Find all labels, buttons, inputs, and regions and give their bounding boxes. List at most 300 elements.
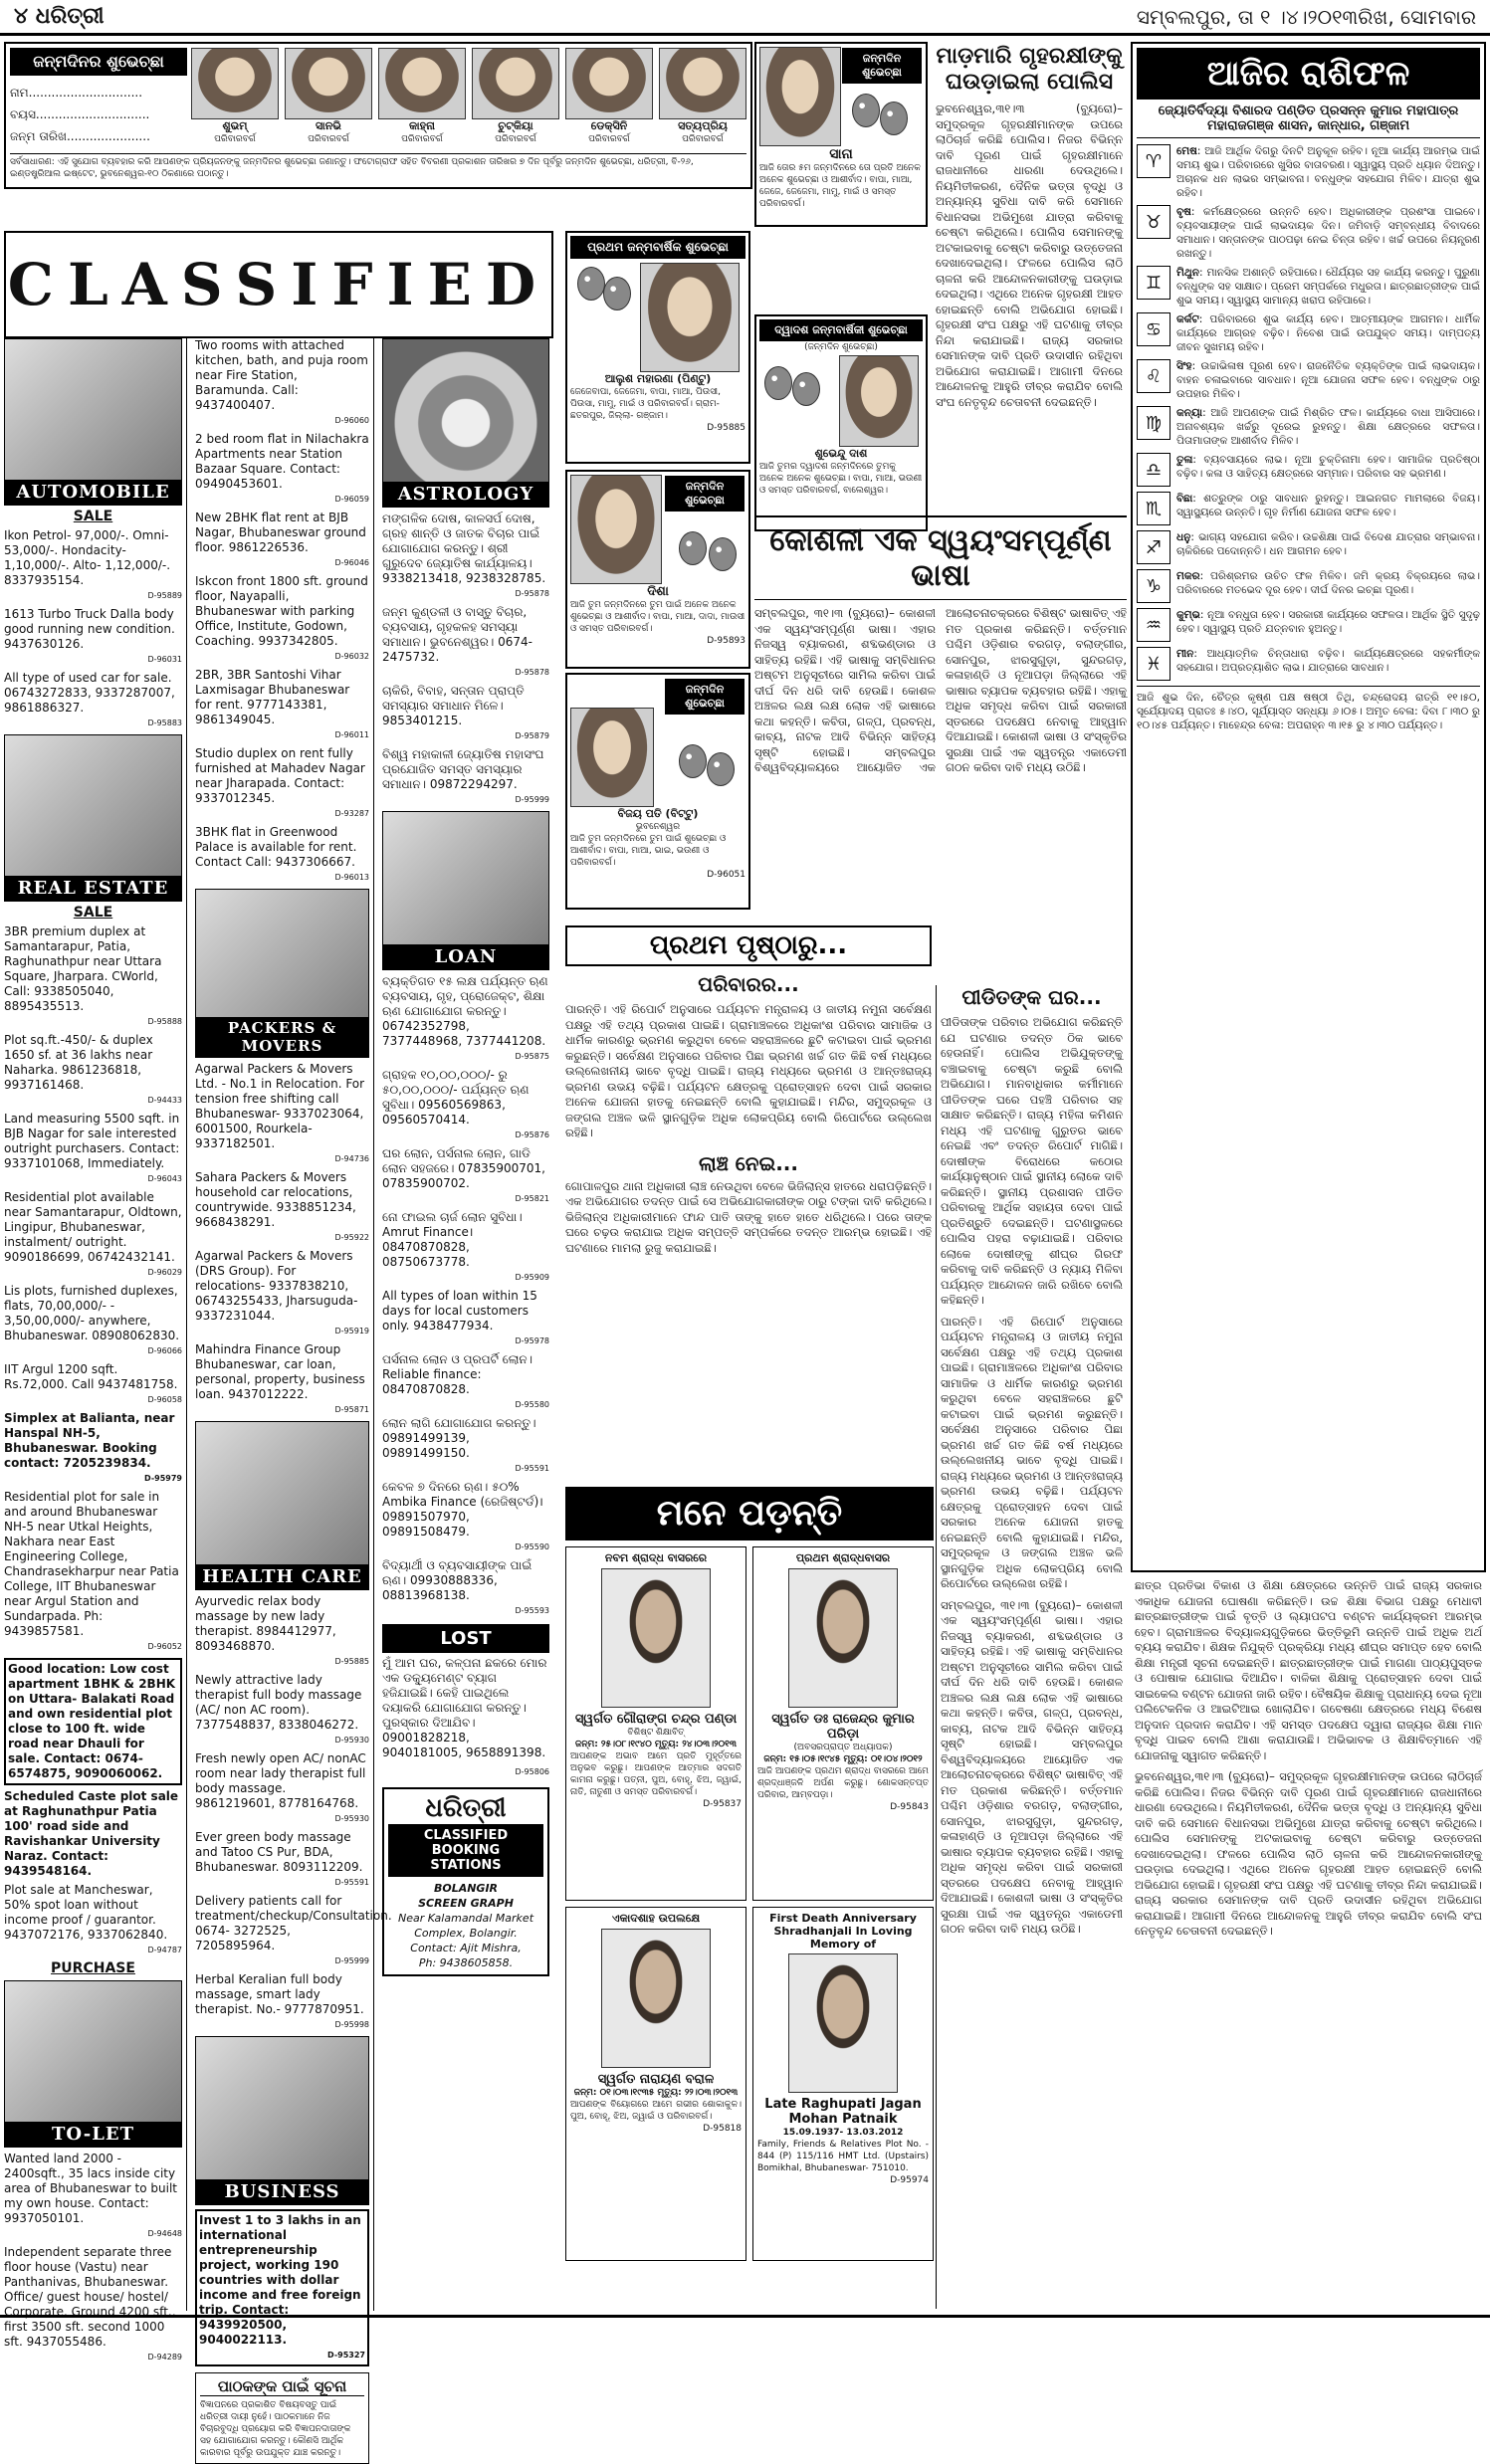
ad-text: ବ୍ୟକ୍ତିଗତ ୧୫ ଲକ୍ଷ ପର୍ଯ୍ୟନ୍ତ ଋଣ ବ୍ୟବସାୟ, ଗୃହ, ପ୍ରୋଜେକ୍ଟ, ଶିକ୍ଷା ଋଣ ଯୋଗାଯୋଗ କରନ୍ତୁ। 06742352798, 7377448968, 7377441208. <box>382 974 548 1048</box>
bijay-place: ଭୁବନେଶ୍ୱର <box>635 822 681 832</box>
memorial-text: ଆଜି ଆପଣଙ୍କ ପ୍ରଥମ ଶ୍ରାଦ୍ଧ ବାସରରେ ଆମେ ଶ୍ରଦ୍ଧାଞ୍ଜଳି ଅର୍ପଣ କରୁଛୁ। ଶୋକସନ୍ତପ୍ତ ପରିବାର, ଆମ୍ବପଡ଼ା। <box>757 1766 929 1800</box>
classified-ad <box>4 906 182 921</box>
horoscope-sign <box>1137 492 1480 525</box>
ad-code: D-96059 <box>334 495 369 504</box>
memorial-text: ଆପଣଙ୍କ ଅଭାବ ଆମେ ପ୍ରତି ମୁହୂର୍ତ୍ତରେ ଅନୁଭବ କରୁଛୁ। ଆପଣଙ୍କ ଆତ୍ମାର ସଦଗତି କାମନା କରୁଛୁ। ପତ୍ନୀ, ପୁଅ, ବୋହୂ, ଝିଅ, ଜ୍ୱାଇଁ, ନାତି, ନାତୁଣୀ ଓ ସମସ୍ତ ପରିବାରବର୍ଗ। <box>570 1751 742 1797</box>
photo-shubhendu <box>839 355 919 447</box>
sign-prediction: ମାନସିକ ଅଶାନ୍ତି ରହିପାରେ। ଧୈର୍ଯ୍ୟର ସହ କାର୍ଯ୍ୟ କରନ୍ତୁ। ପୁରୁଣା ବନ୍ଧୁଙ୍କ ସହ ସାକ୍ଷାତ। ପ୍ରେମ ସମ୍ପର୍କରେ ମଧୁରତା। ଛାତ୍ରଛାତ୍ରୀଙ୍କ ପାଇଁ ଶୁଭ ସମୟ। ସ୍ୱାସ୍ଥ୍ୟ ସାମାନ୍ୟ ଖରାପ ରହିପାରେ। <box>1176 267 1480 307</box>
page-header <box>0 0 1490 36</box>
page-footer <box>0 2311 1490 2323</box>
bijay-code: D-96051 <box>707 870 745 880</box>
maiden-icon: ♍ <box>1137 406 1171 440</box>
ad-code: D-95885 <box>334 1657 369 1666</box>
pidit-body-cont: ପାରନ୍ତି। ଏହି ରିପୋର୍ଟ ଅନୁସାରେ ପର୍ଯ୍ୟଟନ ମନ୍ତ୍ରାଳୟ ଓ ଜାତୀୟ ନମୁନା ସର୍ବେକ୍ଷଣ ପକ୍ଷରୁ ଏହି ତଥ୍ୟ ପ୍ରକାଶ ପାଇଛି। ଗ୍ରାମାଞ୍ଚଳରେ ଅଧିକାଂଶ ପରିବାର ସାମାଜିକ ଓ ଧାର୍ମିକ କାରଣରୁ ଭ୍ରମଣ କରୁଥିବା ବେଳେ ସହରାଞ୍ଚଳରେ ଛୁଟି କଟାଇବା ପାଇଁ ଭ୍ରମଣ କରୁଛନ୍ତି। ସର୍ବେକ୍ଷଣ ଅନୁସାରେ ପରିବାର ପିଛା ଭ୍ରମଣ ଖର୍ଚ୍ଚ ଗତ କିଛି ବର୍ଷ ମଧ୍ୟରେ ଉଲ୍ଲେଖନୀୟ ଭାବେ ବୃଦ୍ଧି ପାଇଛି। ରାଜ୍ୟ ମଧ୍ୟରେ ଭ୍ରମଣ ଓ ଆନ୍ତଃରାଜ୍ୟ ଭ୍ରମଣ ଉଭୟ ବଢ଼ିଛି। ପର୍ଯ୍ୟଟନ କ୍ଷେତ୍ରକୁ ପ୍ରୋତ୍ସାହନ ଦେବା ପାଇଁ ସରକାର ଅନେକ ଯୋଜନା ହାତକୁ ନେଇଛନ୍ତି ବୋଲି କୁହାଯାଇଛି। ମନ୍ଦିର, ସମୁଦ୍ରକୂଳ ଓ ଜଙ୍ଗଲ ଅଞ୍ଚଳ ଭଳି ସ୍ଥାନଗୁଡ଼ିକ ଅଧିକ ଲୋକପ୍ରିୟ ବୋଲି ରିପୋର୍ଟରେ ଉଲ୍ଲେଖ ରହିଛି। <box>941 1314 1123 1590</box>
memorial-photo <box>788 1568 898 1708</box>
ad-code: D-95871 <box>334 1405 369 1414</box>
ad-text: ଚାକିରି, ବିବାହ, ସନ୍ତାନ ପ୍ରାପ୍ତି ସମସ୍ୟାର ସମାଧାନ ମିଳେ। 9853401215. <box>382 684 525 727</box>
classified-ad <box>195 1894 392 1968</box>
classified-ad <box>382 1068 549 1142</box>
memorial-tag: ପ୍ରଥମ ଶ୍ରାଦ୍ଧବାସର <box>795 1551 891 1564</box>
sign-prediction: ନୂଆ ବନ୍ଧୁତା ହେବ। ସରକାରୀ କାର୍ଯ୍ୟରେ ସଫଳତା। ଆର୍ଥିକ ସ୍ଥିତି ସୁଦୃଢ଼ ହେବ। ସ୍ୱାସ୍ଥ୍ୟ ପ୍ରତି ଯତ୍ନବାନ ହୁଅନ୍ତୁ। <box>1176 609 1480 635</box>
family-body: ପାରନ୍ତି। ଏହି ରିପୋର୍ଟ ଅନୁସାରେ ପର୍ଯ୍ୟଟନ ମନ୍ତ୍ରାଳୟ ଓ ଜାତୀୟ ନମୁନା ସର୍ବେକ୍ଷଣ ପକ୍ଷରୁ ଏହି ତଥ୍ୟ ପ୍ରକାଶ ପାଇଛି। ଗ୍ରାମାଞ୍ଚଳରେ ଅଧିକାଂଶ ପରିବାର ସାମାଜିକ ଓ ଧାର୍ମିକ କାରଣରୁ ଭ୍ରମଣ କରୁଥିବା ବେଳେ ସହରାଞ୍ଚଳରେ ଛୁଟି କଟାଇବା ପାଇଁ ଭ୍ରମଣ କରୁଛନ୍ତି। ସର୍ବେକ୍ଷଣ ଅନୁସାରେ ପରିବାର ପିଛା ଭ୍ରମଣ ଖର୍ଚ୍ଚ ଗତ କିଛି ବର୍ଷ ମଧ୍ୟରେ ଉଲ୍ଲେଖନୀୟ ଭାବେ ବୃଦ୍ଧି ପାଇଛି। ରାଜ୍ୟ ମଧ୍ୟରେ ଭ୍ରମଣ ଓ ଆନ୍ତଃରାଜ୍ୟ ଭ୍ରମଣ ଉଭୟ ବଢ଼ିଛି। ପର୍ଯ୍ୟଟନ କ୍ଷେତ୍ରକୁ ପ୍ରୋତ୍ସାହନ ଦେବା ପାଇଁ ସରକାର ଅନେକ ଯୋଜନା ହାତକୁ ନେଇଛନ୍ତି ବୋଲି କୁହାଯାଇଛି। ମନ୍ଦିର, ସମୁଦ୍ରକୂଳ ଓ ଜଙ୍ଗଲ ଅଞ୍ଚଳ ଭଳି ସ୍ଥାନଗୁଡ଼ିକ ଅଧିକ ଲୋକପ୍ରିୟ ବୋଲି ରିପୋର୍ଟରେ ଉଲ୍ଲେଖ ରହିଛି। <box>565 1002 932 1139</box>
classified-ad <box>195 825 369 885</box>
greeting-sana-title: ଜନ୍ମଦିନ ଶୁଭେଚ୍ଛା <box>842 48 922 84</box>
birthday-kid <box>378 48 466 145</box>
birthday-field: ବୟସ.............................. <box>10 107 150 121</box>
ad-text: ମଙ୍ଗଳିକ ଦୋଷ, କାଳସର୍ପ ଦୋଷ, ଗ୍ରହ ଶାନ୍ତି ଓ ଜାତକ ବିଚାର ପାଇଁ ଯୋଗାଯୋଗ କରନ୍ତୁ। ଶ୍ରୀ ଗୁରୁଦେବ ଜ୍ୟୋତିଷ କାର୍ଯ୍ୟାଳୟ। 9338213418, 9238328785. <box>382 512 546 585</box>
ad-text: SALE <box>73 509 113 524</box>
greeting-bijay <box>565 673 750 910</box>
kid-name: ଡେକ୍ସିନି <box>590 119 628 132</box>
bijay-name: ବିଜୟ ପତି (ବିଟ୍ଟୁ) <box>617 807 699 820</box>
ad-text: SALE <box>73 905 113 921</box>
birthday-section <box>4 42 752 189</box>
classified-ad <box>4 510 182 524</box>
bribe-body: ଗୋପାଳପୁର ଥାନା ଅଧିକାରୀ ଲାଞ୍ଚ ନେଉଥିବା ବେଳେ ଭିଜିଲାନ୍ସ ହାତରେ ଧରାପଡ଼ିଛନ୍ତି। ଏକ ଅଭିଯୋଗର ତଦନ୍ତ ପାଇଁ ସେ ଅଭିଯୋଗକାରୀଙ୍କ ଠାରୁ ଟଙ୍କା ଦାବି କରିଥିଲେ। ଭିଜିଲାନ୍ସ ଅଧିକାରୀମାନେ ଫାନ୍ଦ ପାତି ତାଙ୍କୁ ହାତେ ହାତେ ଧରିଥିଲେ। ପରେ ତାଙ୍କ ଘରେ ଚଢ଼ଉ କରାଯାଇ ଅଧିକ ସମ୍ପତ୍ତି ସମ୍ପର୍କରେ ତଦନ୍ତ ଆରମ୍ଭ ହୋଇଛି। ଏହି ଘଟଣାରେ ମାମଲା ରୁଜୁ କରାଯାଇଛି। <box>565 1178 932 1255</box>
sign-text: କର୍କଟ: ପରିବାରରେ ଶୁଭ କାର୍ଯ୍ୟ ହେବ। ଆତ୍ମୀୟଙ୍କ ଆଗମନ। ଧାର୍ମିକ କାର୍ଯ୍ୟରେ ଆଗ୍ରହ ବଢ଼ିବ। ନିବେଶ ପାଇଁ ଉପଯୁକ୍ତ ସମୟ। ଦାମ୍ପତ୍ୟ ଜୀବନ ସୁଖମୟ ରହିବ। <box>1176 313 1480 353</box>
classified-ad <box>4 1490 182 1654</box>
memorial-photo <box>601 1568 711 1708</box>
ad-code: D-95327 <box>327 2351 365 2360</box>
ad-code: D-96029 <box>147 1268 182 1277</box>
memorial-dates: 15.09.1937- 13.03.2012 <box>782 2128 904 2138</box>
ad-text: Simplex at Balianta, near Hanspal NH-5, Bhubaneswar. Booking contact: 7205239834. <box>4 1411 175 1470</box>
lion-icon: ♌ <box>1137 359 1171 393</box>
memorial-tag: ନବମ ଶ୍ରାଦ୍ଧ ବାସରରେ <box>604 1551 708 1564</box>
memorial-text: Family, Friends & Relatives Plot No. - 844 (P) 115/116 HMT Ltd. (Upstairs) Bomikhal, Bhubaneswar- 751010. <box>757 2140 929 2173</box>
classified-ad <box>195 511 369 570</box>
memorial-code: D-95837 <box>703 1799 742 1809</box>
booking-agent: SCREEN GRAPH <box>418 1897 514 1910</box>
packers-image: PACKERS & MOVERS <box>195 889 369 1058</box>
ad-text: Scheduled Caste plot sale at Raghunathpur Patia 100' road side and Ravishankar University Naraz. Contact: 9439548164. <box>4 1789 179 1878</box>
memorial-tag: ଏକାଦଶାହ ଉପଲକ୍ଷେ <box>611 1912 701 1925</box>
sign-name: ବୃଷ <box>1176 206 1191 218</box>
ad-text: Delivery patients call for treatment/checkup/Consultation. 0674- 3272525, 7205895964. <box>195 1894 392 1952</box>
memorial-name: ସ୍ୱର୍ଗତ ନାରାୟଣ ବରାଳ <box>597 2072 715 2087</box>
memorial-code: D-95843 <box>890 1802 929 1812</box>
ad-text: IIT Argul 1200 sqft. Rs.72,000. Call 9437481758. <box>4 1362 178 1391</box>
sign-text: ତୁଳା: ବ୍ୟବସାୟରେ ଲାଭ। ନୂଆ ଚୁକ୍ତିନାମା ହେବ। ସାମାଜିକ ପ୍ରତିଷ୍ଠା ବଢ଼ିବ। କଳା ଓ ସାହିତ୍ୟ କ୍ଷେତ୍ରରେ ସମ୍ମାନ। ପରିବାର ସହ ଭ୍ରମଣ। <box>1176 454 1480 480</box>
classified-ad <box>382 1146 549 1206</box>
sign-text: ମେଷ: ଆଜି ଆର୍ଥିକ ଦିଗରୁ ଦିନଟି ଅନୁକୂଳ ରହିବ। ନୂଆ କାର୍ଯ୍ୟ ଆରମ୍ଭ ପାଇଁ ସମୟ ଶୁଭ। ପରିବାରରେ ଖୁସିର ବାତାବରଣ। ସ୍ୱାସ୍ଥ୍ୟ ପ୍ରତି ଧ୍ୟାନ ଦିଅନ୍ତୁ। ଅଚାନକ ଧନ ଲାଭର ସମ୍ଭାବନା। ବନ୍ଧୁଙ୍କ ସହଯୋଗ ମିଳିବ। ଯାତ୍ରା ଶୁଭ ରହିବ। <box>1176 145 1480 199</box>
pidit-body-cont-2: ସମ୍ବଲପୁର, ୩୧।୩ (ବ୍ୟୁରୋ)– କୋଶଳୀ ଏକ ସ୍ୱୟଂସମ୍ପୂର୍ଣ୍ଣ ଭାଷା। ଏହାର ନିଜସ୍ୱ ବ୍ୟାକରଣ, ଶବ୍ଦଭଣ୍ଡାର ଓ ସାହିତ୍ୟ ରହିଛି। ଏହି ଭାଷାକୁ ସମ୍ବିଧାନର ଅଷ୍ଟମ ଅନୁସୂଚୀରେ ସାମିଲ କରିବା ପାଇଁ ଦୀର୍ଘ ଦିନ ଧରି ଦାବି ହେଉଛି। କୋଶଳ ଅଞ୍ଚଳର ଲକ୍ଷ ଲକ୍ଷ ଲୋକ ଏହି ଭାଷାରେ କଥା କହନ୍ତି। କବିତା, ଗଳ୍ପ, ପ୍ରବନ୍ଧ, କାବ୍ୟ, ନାଟକ ଆଦି ବିଭିନ୍ନ ସାହିତ୍ୟ ସୃଷ୍ଟି ହୋଇଛି। ସମ୍ବଲପୁର ବିଶ୍ୱବିଦ୍ୟାଳୟରେ ଆୟୋଜିତ ଏକ ଆଲୋଚନାଚକ୍ରରେ ବିଶିଷ୍ଟ ଭାଷାବିତ୍ ଏହି ମତ ପ୍ରକାଶ କରିଛନ୍ତି। ବର୍ତ୍ତମାନ ପଶ୍ଚିମ ଓଡ଼ିଶାର ବରଗଡ଼, ବଲାଙ୍ଗୀର, ସୋନପୁର, ଝାରସୁଗୁଡ଼ା, ସୁନ୍ଦରଗଡ଼, କଳାହାଣ୍ଡି ଓ ନୂଆପଡ଼ା ଜିଲ୍ଲାରେ ଏହି ଭାଷାର ବ୍ୟାପକ ବ୍ୟବହାର ରହିଛି। ଏହାକୁ ଅଧିକ ସମୃଦ୍ଧ କରିବା ପାଇଁ ସରକାରୀ ସ୍ତରରେ ପଦକ୍ଷେପ ନେବାକୁ ଆହ୍ୱାନ ଦିଆଯାଇଛି। କୋଶଳୀ ଭାଷା ଓ ସଂସ୍କୃତିର ସୁରକ୍ଷା ପାଇଁ ଏକ ସ୍ୱତନ୍ତ୍ର ଏକାଡେମୀ ଗଠନ କରିବା ଦାବି ମଧ୍ୟ ଉଠିଛି। <box>941 1597 1123 1936</box>
memorial-text: ଆପଣଙ୍କ ବିୟୋଗରେ ଆମେ ଗଭୀର ଶୋକାକୁଳ। ପୁଅ, ବୋହୂ, ଝିଅ, ଜ୍ୱାଇଁ ଓ ପରିବାରବର୍ଗ। <box>570 2100 742 2122</box>
ad-text: Iskcon front 1800 sft. ground floor, Nayapalli, Bhubaneswar with parking Office, Institute, Godown, Coaching. 9937342805. <box>195 574 368 648</box>
ad-text: Land measuring 5500 sqft. in BJB Nagar for sale interested outright purchasers. Contact: 9337101068, Immediately. <box>4 1112 180 1170</box>
photo-sana <box>759 47 841 146</box>
ad-code: D-95591 <box>334 1878 369 1887</box>
twelfth-title: ଦ୍ୱାଦଶ ଜନ୍ମବାର୍ଷିକୀ ଶୁଭେଚ୍ଛା <box>759 319 923 341</box>
ad-text: Wanted land 2000 - 2400sqft., 35 lacs inside city area of Bhubaneswar to built my own house. Contact: 9937050101. <box>4 2152 177 2225</box>
birthday-kid <box>191 48 279 145</box>
classified-ad <box>382 1210 549 1285</box>
ad-code: D-95888 <box>147 1017 182 1026</box>
ad-code: D-96013 <box>334 873 369 882</box>
horoscope-byline-2: ମହାରାଜଗଞ୍ଜ ଶାସନ, କାନ୍ଧାର, ଗଞ୍ଜାମ <box>1137 118 1480 138</box>
memorial-item <box>752 1907 934 2261</box>
classified-ad <box>4 1284 182 1358</box>
sign-text: ସିଂହ: ଉଚ୍ଚାଭିଳାଷ ପୂରଣ ହେବ। ରାଜନୈତିକ ବ୍ୟକ୍ତିଙ୍କ ପାଇଁ ଲାଭଦାୟକ। ବାହନ ଚଳାଇବାରେ ସାବଧାନ। ନୂଆ ଯୋଜନା ସଫଳ ହେବ। ବନ୍ଧୁଙ୍କ ଠାରୁ ଉପହାର ମିଳିବ। <box>1176 360 1480 400</box>
sign-prediction: ବ୍ୟବସାୟରେ ଲାଭ। ନୂଆ ଚୁକ୍ତିନାମା ହେବ। ସାମାଜିକ ପ୍ରତିଷ୍ଠା ବଢ଼ିବ। କଳା ଓ ସାହିତ୍ୟ କ୍ଷେତ୍ରରେ ସମ୍ମାନ। ପରିବାର ସହ ଭ୍ରମଣ। <box>1176 454 1480 480</box>
classified-ad <box>4 2245 182 2364</box>
ad-text: ନୋ ଫାଇଲ ଚାର୍ଜ ଲୋନ ସୁବିଧା। Amrut Finance। 08470870828, 08750673778. <box>382 1210 523 1269</box>
first-bday-text: ଜେଜେବାପା, ଜେଜେମା, ବାପା, ମାଆ, ପିଉସୀ, ପିଉସା, ମାମୁ, ମାଇଁ ଓ ପରିବାରବର୍ଗ। ଗ୍ରାମ- ଛତରପୁର, ଜିଲ୍ଲା- ଗଞ୍ଜାମ। <box>570 387 721 421</box>
ad-code: D-95889 <box>147 591 182 600</box>
lost-code: D-95806 <box>515 1767 549 1776</box>
archer-icon: ♐ <box>1137 530 1171 564</box>
classified-ad <box>382 605 549 680</box>
ad-text: Fresh newly open AC/ nonAC room near lady therapist full body massage. 9861219601, 8778164768. <box>195 1751 366 1810</box>
ad-code: D-95978 <box>515 1336 549 1345</box>
classified-ad <box>195 1751 369 1826</box>
classified-col-2 <box>191 338 392 2458</box>
birthday-kid <box>285 48 372 145</box>
ad-code: D-95922 <box>334 1233 369 1242</box>
sign-text: ଧନୁ: ଭାଗ୍ୟ ସହଯୋଗ କରିବ। ଉଚ୍ଚଶିକ୍ଷା ପାଇଁ ବିଦେଶ ଯାତ୍ରାର ସମ୍ଭାବନା। ଚାକିରିରେ ପଦୋନ୍ନତି। ଧନ ଆଗମନ ହେବ। <box>1176 531 1480 557</box>
ad-code: D-95998 <box>334 2020 369 2029</box>
classified-ad <box>382 512 549 601</box>
sign-name: ମୀନ <box>1176 648 1194 660</box>
horoscope-sign <box>1137 530 1480 564</box>
ad-code: D-95580 <box>515 1400 549 1409</box>
ad-code: D-95878 <box>515 589 549 598</box>
kid-name: ସତ୍ୟପ୍ରିୟ <box>678 119 728 132</box>
classified-col-3 <box>378 338 553 2311</box>
ad-text: Ever green body massage and Tatoo CS Pur, BDA, Bhubaneswar. 8093112209. <box>195 1830 363 1874</box>
classified-ad <box>382 1289 549 1348</box>
classified-ad <box>4 1112 182 1186</box>
real-estate-image: REAL ESTATE <box>4 734 182 902</box>
classified-ad <box>382 1416 549 1476</box>
ad-code: D-95930 <box>334 1736 369 1745</box>
sign-name: ମେଷ <box>1176 145 1197 157</box>
sign-prediction: ପରିବାରରେ ଶୁଭ କାର୍ଯ୍ୟ ହେବ। ଆତ୍ମୀୟଙ୍କ ଆଗମନ। ଧାର୍ମିକ କାର୍ଯ୍ୟରେ ଆଗ୍ରହ ବଢ଼ିବ। ନିବେଶ ପାଇଁ ଉପଯୁକ୍ତ ସମୟ। ଦାମ୍ପତ୍ୟ ଜୀବନ ସୁଖମୟ ରହିବ। <box>1176 313 1480 353</box>
ad-text: Residential plot for sale in and around Bhubaneswar NH-5 near Utkal Heights, Nakhara near East Engineering College, Chandrasekharpur near Patia College, IIT Bhubaneswar near Argul Station and Sundarpada. Ph: 9439857581. <box>4 1490 179 1638</box>
classified-header <box>4 231 553 338</box>
ad-text: Newly attractive lady therapist full body massage (AC/ non AC room). 7377548837, 8338046272. <box>195 1673 362 1732</box>
ad-text: Plot sale at Mancheswar, 50% spot loan without income proof / guarantor. 9437072176, 9337062840. <box>4 1883 168 1942</box>
ad-code: D-93287 <box>334 809 369 818</box>
disha-text: ଆଜି ତୁମ ଜନ୍ମଦିନରେ ତୁମ ପାଇଁ ଅନେକ ଅନେକ ଶୁଭେଚ୍ଛା ଓ ଆଶୀର୍ବାଦ। ବାପା, ମାଆ, ଦାଦା, ମାଉସୀ ଓ ସମସ୍ତ ପରିବାରବର୍ଗ। <box>570 600 745 634</box>
disha-name: ଦିଶା <box>647 584 669 599</box>
ad-text: ଘର ଲୋନ, ପର୍ସନାଲ ଲୋନ, ଗାଡି ଲୋନ ସହଜରେ। 07835900701, 07835900702. <box>382 1146 545 1190</box>
classified-ad <box>4 528 182 603</box>
ad-text: Ayurvedic relax body massage by new lady therapist. 8984412977, 8093468870. <box>195 1594 336 1653</box>
sign-prediction: ଭାଗ୍ୟ ସହଯୋଗ କରିବ। ଉଚ୍ଚଶିକ୍ଷା ପାଇଁ ବିଦେଶ ଯାତ୍ରାର ସମ୍ଭାବନା। ଚାକିରିରେ ପଦୋନ୍ନତି। ଧନ ଆଗମନ ହେବ। <box>1176 531 1480 557</box>
memorial-photo <box>788 1953 898 2093</box>
classified-ad <box>4 607 182 667</box>
sign-prediction: ପରିଶ୍ରମର ଉଚିତ ଫଳ ମିଳିବ। ଜମି କ୍ରୟ ବିକ୍ରୟରେ ଲାଭ। ପରିବାରରେ ମତଭେଦ ଦୂର ହେବ। ଦୀର୍ଘ ଦିନର ଇଚ୍ଛା ପୂରଣ। <box>1176 570 1480 596</box>
kid-family: ପରିବାରବର୍ଗ <box>308 134 349 144</box>
ad-code: D-96031 <box>147 655 182 664</box>
sign-prediction: ଆଜି ଆପଣଙ୍କ ପାଇଁ ମିଶ୍ରିତ ଫଳ। କାର୍ଯ୍ୟରେ ବାଧା ଆସିପାରେ। ଅନାବଶ୍ୟକ ଖର୍ଚ୍ଚରୁ ଦୂରେଇ ରୁହନ୍ତୁ। ଶିକ୍ଷା କ୍ଷେତ୍ରରେ ସଫଳତା। ପିତାମାତାଙ୍କ ଆଶୀର୍ବାଦ ମିଳିବ। <box>1176 407 1480 447</box>
ad-text: Plot sq.ft.-450/- & duplex 1650 sf. at 36 lakhs near Naharka. 9861236818, 9937161468. <box>4 1033 153 1092</box>
greeting-first-bday <box>565 231 750 464</box>
ad-text: Ikon Petrol- 97,000/-. Omni- 53,000/-. Hondacity- 1,10,000/-. Alto- 1,12,000/-. 8337935154. <box>4 528 171 587</box>
memorial-section <box>565 1487 934 2311</box>
birthday-kid <box>659 48 746 145</box>
ad-code: D-95879 <box>515 731 549 740</box>
education-article <box>1131 1576 1486 2311</box>
memorial-sub: (ଅବସରପ୍ରାପ୍ତ ଅଧ୍ୟାପକ) <box>793 1743 893 1752</box>
ad-code: D-94648 <box>147 2229 182 2238</box>
koshali-article <box>754 515 1127 922</box>
pidit-body: ପୀଡିତାଙ୍କ ପରିବାର ଅଭିଯୋଗ କରିଛନ୍ତି ଯେ ଘଟଣାର ତଦନ୍ତ ଠିକ ଭାବେ ହେଉନାହିଁ। ପୋଲିସ ଅଭିଯୁକ୍ତଙ୍କୁ ବଞ୍ଚାଇବାକୁ ଚେଷ୍ଟା କରୁଛି ବୋଲି ଅଭିଯୋଗ। ମାନବାଧିକାର କର୍ମୀମାନେ ପୀଡିତଙ୍କ ଘରେ ପହଞ୍ଚି ପରିବାର ସହ ସାକ୍ଷାତ କରିଛନ୍ତି। ରାଜ୍ୟ ମହିଳା କମିଶନ ମଧ୍ୟ ଏହି ଘଟଣାକୁ ଗୁରୁତର ଭାବେ ନେଇଛି ଏବଂ ତଦନ୍ତ ରିପୋର୍ଟ ମାଗିଛି। ଦୋଷୀଙ୍କ ବିରୋଧରେ କଠୋର କାର୍ଯ୍ୟାନୁଷ୍ଠାନ ପାଇଁ ସ୍ଥାନୀୟ ଲୋକେ ଦାବି କରିଛନ୍ତି। ସ୍ଥାନୀୟ ପ୍ରଶାସନ ପୀଡିତ ପରିବାରକୁ ଆର୍ଥିକ ସହାୟତା ଦେବା ପାଇଁ ପ୍ରତିଶ୍ରୁତି ଦେଇଛନ୍ତି। ଘଟଣାସ୍ଥଳରେ ପୋଲିସ ପହରା ବଢ଼ାଯାଇଛି। ପରିବାର ଲୋକେ ଦୋଷୀଙ୍କୁ ଶୀଘ୍ର ଗିରଫ କରିବାକୁ ଦାବି କରିଛନ୍ତି ଓ ନ୍ୟାୟ ମିଳିବା ପର୍ଯ୍ୟନ୍ତ ଆନ୍ଦୋଳନ ଜାରି ରଖିବେ ବୋଲି କହିଛନ୍ତି। <box>941 1015 1123 1307</box>
ad-code: D-95979 <box>144 1474 182 1483</box>
classified-col-1 <box>4 338 187 2361</box>
booking-title: CLASSIFIED BOOKING STATIONS <box>388 1824 543 1877</box>
ad-text: Sahara Packers & Movers household car relocations, countrywide. 9338851234, 9668438291. <box>195 1170 356 1229</box>
ad-text: 3BHK flat in Greenwood Palace is available for rent. Contact Call: 9437306667. <box>195 825 357 869</box>
lost-text: ମୁଁ ଆମ ଘର, କଳ୍ପନା ଛକରେ ମୋର ଏକ ଡକ୍ୟୁମେଣ୍ଟ ବ୍ୟାଗ ହଜିଯାଇଛି। କେହି ପାଇଥିଲେ ଦୟାକରି ଯୋଗାଯୋଗ କରନ୍ତୁ। ପୁରସ୍କାର ଦିଆଯିବ। 09001828218, 9040181005, 9658891398. <box>382 1656 547 1759</box>
birthday-notice: ସର୍ବସାଧାରଣ: ଏହି ସୁଯୋଗ ବ୍ୟବହାର କରି ଆପଣଙ୍କ ପ୍ରିୟଜନଙ୍କୁ ଜନ୍ମଦିନର ଶୁଭେଚ୍ଛା ଜଣାନ୍ତୁ। ଫଟୋଗ୍ରାଫ ସହିତ ବିବରଣୀ ପ୍ରକାଶନ ତାରିଖର ୭ ଦିନ ପୂର୍ବରୁ ଜନ୍ମଦିନ ଶୁଭେଚ୍ଛା, ଧରିତ୍ରୀ, ବି-୨୬, ଇଣ୍ଡଷ୍ଟ୍ରିଆଲ ଇଷ୍ଟେଟ, ଭୁବନେଶ୍ୱର-୧୦ ଠିକଣାରେ ପଠାନ୍ତୁ। <box>10 153 746 180</box>
ad-text: 1613 Turbo Truck Dalla body good running new condition. 9437630126. <box>4 607 175 651</box>
classified-ad <box>195 1673 369 1747</box>
memorial-sub: ବିଶିଷ୍ଟ ଶିକ୍ଷାବିତ୍ <box>627 1728 685 1738</box>
birthday-field: ନାମ.............................. <box>10 86 143 100</box>
horoscope-sign <box>1137 144 1480 200</box>
kid-name: କାହ୍ନା <box>409 119 435 132</box>
classified-ad <box>382 974 549 1064</box>
horoscope-sign <box>1137 406 1480 448</box>
sign-text: କନ୍ୟା: ଆଜି ଆପଣଙ୍କ ପାଇଁ ମିଶ୍ରିତ ଫଳ। କାର୍ଯ୍ୟରେ ବାଧା ଆସିପାରେ। ଅନାବଶ୍ୟକ ଖର୍ଚ୍ଚରୁ ଦୂରେଇ ରୁହନ୍ତୁ। ଶିକ୍ଷା କ୍ଷେତ୍ରରେ ସଫଳତା। ପିତାମାତାଙ୍କ ଆଶୀର୍ବାଦ ମିଳିବ। <box>1176 407 1480 447</box>
memorial-item <box>565 1546 746 1901</box>
first-bday-name: ଆଲୁଶ ମହାରଣା (ପିଣ୍ଟୁ) <box>604 372 712 385</box>
ram-icon: ♈ <box>1137 144 1171 178</box>
memorial-item <box>752 1546 934 1901</box>
ad-text: ବିଶ୍ୱ ମହାକାଳୀ ଜ୍ୟୋତିଷ ମହାସଂଘ ପ୍ରଯୋଜିତ ସମସ୍ତ ସମସ୍ୟାର ସମାଧାନ। 09872294297. <box>382 747 544 791</box>
ad-code: D-94787 <box>147 1946 182 1954</box>
classified-ad <box>382 747 549 807</box>
photo-alush <box>640 263 740 372</box>
automobile-image: AUTOMOBILE <box>4 338 182 506</box>
memorial-tag: First Death Anniversary Shradhanjali In Loving Memory of <box>769 1912 917 1951</box>
sign-name: କୁମ୍ଭ <box>1176 609 1200 621</box>
greeting-twelfth <box>754 314 928 531</box>
horoscope-sign <box>1137 453 1480 487</box>
sign-prediction: ଆଧ୍ୟାତ୍ମିକ ଚିନ୍ତାଧାରା ବଢ଼ିବ। କାର୍ଯ୍ୟକ୍ଷେତ୍ରରେ ସହକର୍ମୀଙ୍କ ସହଯୋଗ। ଅପ୍ରତ୍ୟାଶିତ ଲାଭ। ଯାତ୍ରାରେ ସାବଧାନ। <box>1176 648 1480 674</box>
scorpion-icon: ♏ <box>1137 492 1171 525</box>
front-page-continued <box>565 925 932 1483</box>
ad-code: D-96066 <box>147 1346 182 1355</box>
birthday-title: ଜନ୍ମଦିନର ଶୁଭେଚ୍ଛା <box>10 48 187 76</box>
ad-text: Independent separate three floor house (Vastu) near Panthanivas, Bhubaneswar. Office/ guest house/ hostel/ Corporate. Ground 4200 sft., first 3500 sft. second 1000 sft. 9437055486. <box>4 2245 176 2349</box>
classified-ad <box>4 671 182 730</box>
classified-ad <box>195 1594 369 1669</box>
booking-phone: Ph: 9438605858. <box>418 1956 514 1969</box>
memorial-code: D-95818 <box>703 2124 742 2134</box>
sign-name: କନ୍ୟା <box>1176 407 1203 419</box>
memorial-item <box>565 1907 746 2261</box>
ad-text: Studio duplex on rent fully furnished at Mahadev Nagar near Jharapada. Contact: 9337012345. <box>195 746 365 805</box>
ad-text: Residential plot available near Samantarapur, Oldtown, Lingipur, Bhubaneswar, instalment/ outright. 9090186699, 06742432141. <box>4 1190 182 1264</box>
ad-code: D-94736 <box>334 1154 369 1163</box>
memorial-name: Late Raghupati Jagan Mohan Patnaik <box>764 2097 922 2127</box>
sign-name: ମିଥୁନ <box>1176 267 1199 279</box>
ad-text: Lis plots, furnished duplexes, flats, 70,00,000/- - 3,50,00,000/- anywhere, Bhubaneswar. 08908062830. <box>4 1284 180 1342</box>
classified-ad <box>4 1190 182 1280</box>
crab-icon: ♋ <box>1137 312 1171 346</box>
reader-notice-title: ପାଠକଙ୍କ ପାଇଁ ସୂଚନା <box>200 2377 364 2396</box>
police-headline: ମାଡ଼ମାରି ଗୃହରକ୍ଷୀଙ୍କୁ ଘଉଡ଼ାଇଲା ପୋଲିସ <box>936 44 1123 95</box>
ad-code: D-96060 <box>334 416 369 425</box>
sign-prediction: ଉଚ୍ଚାଭିଳାଷ ପୂରଣ ହେବ। ରାଜନୈତିକ ବ୍ୟକ୍ତିଙ୍କ ପାଇଁ ଲାଭଦାୟକ। ବାହନ ଚଳାଇବାରେ ସାବଧାନ। ନୂଆ ଯୋଜନା ସଫଳ ହେବ। ବନ୍ଧୁଙ୍କ ଠାରୁ ଉପହାର ମିଳିବ। <box>1176 360 1480 400</box>
kid-photo <box>472 48 559 119</box>
classified-ad <box>195 1170 369 1245</box>
koshali-headline: କୋଶଳୀ ଏକ ସ୍ୱୟଂସମ୍ପୂର୍ଣ୍ଣ ଭାଷା <box>754 517 1127 600</box>
ad-code: D-95590 <box>515 1542 549 1551</box>
education-body-cont: ଭୁବନେଶ୍ୱର,୩୧।୩ (ବ୍ୟୁରୋ)– ସମୁଦ୍ରକୂଳ ଗୃହରକ୍ଷୀମାନଙ୍କ ଉପରେ ଲାଠିଚାର୍ଜ କରିଛି ପୋଲିସ। ନିଜର ବିଭିନ୍ନ ଦାବି ପୂରଣ ପାଇଁ ଗୃହରକ୍ଷୀମାନେ ରାଜଧାନୀରେ ଧାରଣା ଦେଉଥିଲେ। ନିୟମିତୀକରଣ, ଦୈନିକ ଭତ୍ତା ବୃଦ୍ଧି ଓ ଅନ୍ୟାନ୍ୟ ସୁବିଧା ଦାବି କରି ସେମାନେ ବିଧାନସଭା ଅଭିମୁଖେ ଯାତ୍ରା କରିବାକୁ ଚେଷ୍ଟା କରିଥିଲେ। ପୋଲିସ ସେମାନଙ୍କୁ ଅଟକାଇବାକୁ ଚେଷ୍ଟା କରିବାରୁ ଉତ୍ତେଜନା ଦେଖାଦେଇଥିଲା। ଫଳରେ ପୋଲିସ ଲାଠି ଚାଳନା କରି ଆନ୍ଦୋଳନକାରୀଙ୍କୁ ଘଉଡ଼ାଇ ଦେଇଥିଲା। ଏଥିରେ ଅନେକ ଗୃହରକ୍ଷୀ ଆହତ ହୋଇଛନ୍ତି ବୋଲି ଅଭିଯୋଗ ହୋଇଛି। ଗୃହରକ୍ଷୀ ସଂଘ ପକ୍ଷରୁ ଏହି ଘଟଣାକୁ ତୀବ୍ର ନିନ୍ଦା କରାଯାଇଛି। ରାଜ୍ୟ ସରକାର ସେମାନଙ୍କ ଦାବି ପ୍ରତି ଉଦାସୀନ ରହିଥିବା ଅଭିଯୋଗ କରାଯାଇଛି। ଆଗାମୀ ଦିନରେ ଆନ୍ଦୋଳନକୁ ଆହୁରି ତୀବ୍ର କରାଯିବ ବୋଲି ସଂଘ ନେତୃବୃନ୍ଦ ଚେତାବନୀ ଦେଇଛନ୍ତି। <box>1135 1769 1482 1938</box>
classified-ad <box>195 2209 369 2366</box>
kid-photo <box>285 48 372 119</box>
ad-text: PURCHASE <box>51 1960 135 1976</box>
classified-ad <box>4 1789 182 1879</box>
sign-prediction: କର୍ମକ୍ଷେତ୍ରରେ ଉନ୍ନତି ହେବ। ଅଧିକାରୀଙ୍କ ପ୍ରଶଂସା ପାଇବେ। ବ୍ୟବସାୟୀଙ୍କ ପାଇଁ ଲାଭଦାୟକ ଦିନ। ଜମିବାଡ଼ି ସମ୍ବନ୍ଧୀୟ ବିବାଦରେ ସମାଧାନ। ସନ୍ତାନଙ୍କ ପାଠପଢ଼ା ନେଇ ଚିନ୍ତା ରହିବ। ଖର୍ଚ୍ଚ ଉପରେ ନିୟନ୍ତ୍ରଣ ରଖନ୍ତୁ। <box>1176 206 1480 260</box>
kid-name: ଶୁଭମ୍ <box>222 119 248 132</box>
classified-ad <box>195 668 369 742</box>
ad-code: D-96058 <box>147 1395 182 1404</box>
greeting-sana <box>754 42 928 227</box>
birthday-kid <box>472 48 559 145</box>
horoscope-sign <box>1137 266 1480 308</box>
ad-code: D-95878 <box>515 668 549 677</box>
birthday-field: ଜନ୍ମ ତାରିଖ...................... <box>10 129 150 143</box>
front-page-label: ପ୍ରଥମ ପୃଷ୍ଠାରୁ... <box>565 925 932 966</box>
sign-prediction: ଆଜି ଆର୍ଥିକ ଦିଗରୁ ଦିନଟି ଅନୁକୂଳ ରହିବ। ନୂଆ କାର୍ଯ୍ୟ ଆରମ୍ଭ ପାଇଁ ସମୟ ଶୁଭ। ପରିବାରରେ ଖୁସିର ବାତାବରଣ। ସ୍ୱାସ୍ଥ୍ୟ ପ୍ରତି ଧ୍ୟାନ ଦିଅନ୍ତୁ। ଅଚାନକ ଧନ ଲାଭର ସମ୍ଭାବନା। ବନ୍ଧୁଙ୍କ ସହଯୋଗ ମିଳିବ। ଯାତ୍ରା ଶୁଭ ରହିବ। <box>1176 145 1480 199</box>
ad-code: D-95999 <box>334 1956 369 1965</box>
sign-name: କର୍କଟ <box>1176 313 1199 325</box>
fish-icon: ♓ <box>1137 647 1171 681</box>
classified-ad <box>382 1558 549 1618</box>
greeting-sana-name: ସାନା <box>829 146 853 162</box>
booking-logo: ଧରିତ୍ରୀ <box>425 1793 507 1823</box>
classified-ad <box>4 1411 182 1486</box>
sign-name: ସିଂହ <box>1176 360 1192 372</box>
booking-contact: Contact: Ajit Mishra, <box>410 1942 522 1954</box>
greeting-sana-text: ଆଜି ତୋର ୫ମ ଜନ୍ମଦିନରେ ତୋ ପ୍ରତି ଅନେକ ଅନେକ ଶୁଭେଚ୍ଛା ଓ ଆଶୀର୍ବାଦ। ବାପା, ମାଆ, ଜେଜେ, ଜେଜେମା, ମାମୁ, ମାଇଁ ଓ ସମସ୍ତ ପରିବାରବର୍ଗ। <box>759 163 921 209</box>
loan-image: LOAN <box>382 811 549 970</box>
memorial-title: ମନେ ପଡ଼ନ୍ତି <box>565 1487 934 1540</box>
memorial-dates: ଜନ୍ମ: ୦୧।୦୩।୧୯୩୫ ମୃତ୍ୟୁ: ୨୨।୦୩।୨୦୧୩ <box>573 2088 739 2098</box>
sign-text: ବିଛା: ଶତ୍ରୁଙ୍କ ଠାରୁ ସାବଧାନ ରୁହନ୍ତୁ। ଆଇନଗତ ମାମଲାରେ ବିଜୟ। ସ୍ୱାସ୍ଥ୍ୟରେ ଉନ୍ନତି। ଗୃହ ନିର୍ମାଣ ଯୋଜନା ସଫଳ ହେବ। <box>1176 493 1480 518</box>
ad-code: D-95593 <box>515 1606 549 1615</box>
greeting-disha <box>565 470 750 669</box>
ad-text: Two rooms with attached kitchen, bath, and puja room near Fire Station, Baramunda. Call: 9437400407. <box>195 338 368 412</box>
horoscope-sign <box>1137 205 1480 261</box>
ad-code: D-95875 <box>515 1052 549 1061</box>
kid-name: ସାନଭି <box>316 119 341 132</box>
reader-notice-text: ବିଜ୍ଞାପନରେ ପ୍ରକାଶିତ ବିଷୟବସ୍ତୁ ପାଇଁ ଧରିତ୍ରୀ ଦାୟୀ ନୁହେଁ। ପାଠକମାନେ ନିଜ ବିଚାରବୁଦ୍ଧି ପ୍ରୟୋଗ କରି ବିଜ୍ଞାପନଦାତାଙ୍କ ସହ ଯୋଗାଯୋଗ କରନ୍ତୁ। କୌଣସି ଆର୍ଥିକ କାରବାର ପୂର୍ବରୁ ଉପଯୁକ୍ତ ଯାଞ୍ଚ କରନ୍ତୁ। <box>200 2400 351 2458</box>
first-bday-title: ପ୍ରଥମ ଜନ୍ମବାର୍ଷିକ ଶୁଭେଚ୍ଛା <box>570 236 745 259</box>
memorial-code: D-95974 <box>890 2175 929 2185</box>
bull-icon: ♉ <box>1137 205 1171 239</box>
scales-icon: ♎ <box>1137 453 1171 487</box>
horoscope-sign <box>1137 647 1480 681</box>
ad-code: D-95821 <box>515 1194 549 1203</box>
sign-text: ମୀନ: ଆଧ୍ୟାତ୍ମିକ ଚିନ୍ତାଧାରା ବଢ଼ିବ। କାର୍ଯ୍ୟକ୍ଷେତ୍ରରେ ସହକର୍ମୀଙ୍କ ସହଯୋଗ। ଅପ୍ରତ୍ୟାଶିତ ଲାଭ। ଯାତ୍ରାରେ ସାବଧାନ। <box>1176 648 1480 674</box>
photo-disha <box>570 475 662 584</box>
kid-photo <box>378 48 466 119</box>
horoscope-sign <box>1137 608 1480 642</box>
ad-code: D-95999 <box>515 795 549 804</box>
classified-ad <box>195 1972 369 2032</box>
ad-code: D-94433 <box>147 1096 182 1105</box>
ad-text: Good location: Low cost apartment 1BHK & 2BHK on Uttara- Balakati Road and own residential plot close to 100 ft. wide road near Dhauli for sale. Contact: 0674-6574875, 9090060062. <box>8 1662 176 1780</box>
classified-ad <box>4 1961 182 1976</box>
kid-photo <box>565 48 653 119</box>
pidit-headline: ପୀଡିତଙ୍କ ଘର... <box>961 985 1102 1009</box>
ad-text: Invest 1 to 3 lakhs in an international entrepreneurship project, working 190 countries with dollar income and free foreign trip. Contact: 9439920500, 9040022113. <box>199 2213 361 2347</box>
goat-icon: ♑ <box>1137 569 1171 603</box>
ad-code: D-96043 <box>147 1174 182 1183</box>
family-headline: ପରିବାରର... <box>698 972 799 996</box>
sign-text: ମିଥୁନ: ମାନସିକ ଅଶାନ୍ତି ରହିପାରେ। ଧୈର୍ଯ୍ୟର ସହ କାର୍ଯ୍ୟ କରନ୍ତୁ। ପୁରୁଣା ବନ୍ଧୁଙ୍କ ସହ ସାକ୍ଷାତ। ପ୍ରେମ ସମ୍ପର୍କରେ ମଧୁରତା। ଛାତ୍ରଛାତ୍ରୀଙ୍କ ପାଇଁ ଶୁଭ ସମୟ। ସ୍ୱାସ୍ଥ୍ୟ ସାମାନ୍ୟ ଖରାପ ରହିପାରେ। <box>1176 267 1480 307</box>
bijay-text: ଆଜି ତୁମ ଜନ୍ମଦିନରେ ତୁମ ପାଇଁ ଶୁଭେଚ୍ଛା ଓ ଆଶୀର୍ବାଦ। ବାପା, ମାଆ, ଭାଇ, ଭଉଣୀ ଓ ପରିବାରବର୍ଗ। <box>570 834 727 868</box>
classified-ad <box>4 1033 182 1108</box>
sign-name: ଧନୁ <box>1176 531 1191 543</box>
ad-code: D-95909 <box>515 1273 549 1282</box>
ad-text: Mahindra Finance Group Bhubaneswar, car loan, personal, property, business loan. 9437012222. <box>195 1342 365 1401</box>
ad-code: D-95930 <box>334 1814 369 1823</box>
classified-ad <box>195 1342 369 1417</box>
twelfth-name: ଶୁଭେନ୍ଦୁ ଦାଶ <box>814 447 868 460</box>
ad-code: D-95591 <box>515 1464 549 1473</box>
ad-code: D-96011 <box>334 730 369 739</box>
classified-ad <box>382 1480 549 1554</box>
education-body: ଛାତ୍ର ପ୍ରତିଭା ବିକାଶ ଓ ଶିକ୍ଷା କ୍ଷେତ୍ରରେ ଉନ୍ନତି ପାଇଁ ରାଜ୍ୟ ସରକାର ଏକାଧିକ ଯୋଜନା ଘୋଷଣା କରିଛନ୍ତି। ଉଚ୍ଚ ଶିକ୍ଷା ବିଭାଗ ପକ୍ଷରୁ ମେଧାବୀ ଛାତ୍ରଛାତ୍ରୀଙ୍କ ପାଇଁ ବୃତ୍ତି ଓ ଲ୍ୟାପଟପ ବଣ୍ଟନ କାର୍ଯ୍ୟକ୍ରମ ଆରମ୍ଭ ହେବ। ଗ୍ରାମାଞ୍ଚଳର ବିଦ୍ୟାଳୟଗୁଡ଼ିକରେ ଭିତ୍ତିଭୂମି ଉନ୍ନତି ପାଇଁ ଅଧିକ ଅର୍ଥ ବ୍ୟୟ କରାଯିବ। ଶିକ୍ଷକ ନିଯୁକ୍ତି ପ୍ରକ୍ରିୟା ମଧ୍ୟ ଶୀଘ୍ର ସମାପ୍ତ ହେବ ବୋଲି ଶିକ୍ଷା ମନ୍ତ୍ରୀ ସୂଚନା ଦେଇଛନ୍ତି। ଛାତ୍ରଛାତ୍ରୀଙ୍କ ପାଇଁ ମାଗଣା ପାଠ୍ୟପୁସ୍ତକ ଓ ପୋଷାକ ଯୋଗାଇ ଦିଆଯିବ। ବାଳିକା ଶିକ୍ଷାକୁ ପ୍ରୋତ୍ସାହନ ଦେବା ପାଇଁ ସାଇକେଲ ବଣ୍ଟନ ଯୋଜନା ଜାରି ରହିବ। ବୈଷୟିକ ଶିକ୍ଷାକୁ ପ୍ରାଧାନ୍ୟ ଦେଇ ନୂଆ ପଲିଟେକନିକ ଓ ଆଇଟିଆଇ ଖୋଲାଯିବ। ଗବେଷଣା କ୍ଷେତ୍ରରେ ମଧ୍ୟ ବିଶେଷ ଅନୁଦାନ ପ୍ରଦାନ କରାଯିବ। ଏହି ସମସ୍ତ ପଦକ୍ଷେପ ଦ୍ୱାରା ରାଜ୍ୟର ଶିକ୍ଷା ମାନ ବୃଦ୍ଧି ପାଇବ ବୋଲି ଆଶା କରାଯାଉଛି। ଅଭିଭାବକ ଓ ଶିକ୍ଷାବିତ୍‌ମାନେ ଏହି ଯୋଜନାକୁ ସ୍ୱାଗତ କରିଛନ୍ତି। <box>1135 1578 1482 1762</box>
classified-ad <box>4 1883 182 1957</box>
sign-text: ମକର: ପରିଶ୍ରମର ଉଚିତ ଫଳ ମିଳିବ। ଜମି କ୍ରୟ ବିକ୍ରୟରେ ଲାଭ। ପରିବାରରେ ମତଭେଦ ଦୂର ହେବ। ଦୀର୍ଘ ଦିନର ଇଚ୍ଛା ପୂରଣ। <box>1176 570 1480 596</box>
ad-text: 2BR, 3BR Santoshi Vihar Laxmisagar Bhubaneswar for rent. 9777143381, 9861349045. <box>195 668 350 726</box>
classified-ad <box>382 684 549 743</box>
ad-code: D-94289 <box>147 2353 182 2361</box>
classified-ad <box>382 1352 549 1412</box>
astrology-image: ASTROLOGY <box>382 338 549 508</box>
kid-family: ପରିବାରବର୍ଗ <box>214 134 256 144</box>
koshali-body: ସମ୍ବଲପୁର, ୩୧।୩ (ବ୍ୟୁରୋ)– କୋଶଳୀ ଏକ ସ୍ୱୟଂସମ୍ପୂର୍ଣ୍ଣ ଭାଷା। ଏହାର ନିଜସ୍ୱ ବ୍ୟାକରଣ, ଶବ୍ଦଭଣ୍ଡାର ଓ ସାହିତ୍ୟ ରହିଛି। ଏହି ଭାଷାକୁ ସମ୍ବିଧାନର ଅଷ୍ଟମ ଅନୁସୂଚୀରେ ସାମିଲ କରିବା ପାଇଁ ଦୀର୍ଘ ଦିନ ଧରି ଦାବି ହେଉଛି। କୋଶଳ ଅଞ୍ଚଳର ଲକ୍ଷ ଲକ୍ଷ ଲୋକ ଏହି ଭାଷାରେ କଥା କହନ୍ତି। କବିତା, ଗଳ୍ପ, ପ୍ରବନ୍ଧ, କାବ୍ୟ, ନାଟକ ଆଦି ବିଭିନ୍ନ ସାହିତ୍ୟ ସୃଷ୍ଟି ହୋଇଛି। ସମ୍ବଲପୁର ବିଶ୍ୱବିଦ୍ୟାଳୟରେ ଆୟୋଜିତ ଏକ ଆଲୋଚନାଚକ୍ରରେ ବିଶିଷ୍ଟ ଭାଷାବିତ୍ ଏହି ମତ ପ୍ରକାଶ କରିଛନ୍ତି। ବର୍ତ୍ତମାନ ପଶ୍ଚିମ ଓଡ଼ିଶାର ବରଗଡ଼, ବଲାଙ୍ଗୀର, ସୋନପୁର, ଝାରସୁଗୁଡ଼ା, ସୁନ୍ଦରଗଡ଼, କଳାହାଣ୍ଡି ଓ ନୂଆପଡ଼ା ଜିଲ୍ଲାରେ ଏହି ଭାଷାର ବ୍ୟାପକ ବ୍ୟବହାର ରହିଛି। ଏହାକୁ ଅଧିକ ସମୃଦ୍ଧ କରିବା ପାଇଁ ସରକାରୀ ସ୍ତରରେ ପଦକ୍ଷେପ ନେବାକୁ ଆହ୍ୱାନ ଦିଆଯାଇଛି। କୋଶଳୀ ଭାଷା ଓ ସଂସ୍କୃତିର ସୁରକ୍ଷା ପାଇଁ ଏକ ସ୍ୱତନ୍ତ୍ର ଏକାଡେମୀ ଗଠନ କରିବା ଦାବି ମଧ୍ୟ ଉଠିଛି। <box>754 606 1127 774</box>
ad-text: ବିଦ୍ୟାର୍ଥୀ ଓ ବ୍ୟବସାୟୀଙ୍କ ପାଇଁ ଋଣ। 09930888336, 08813968138. <box>382 1558 532 1602</box>
horoscope-sign <box>1137 569 1480 603</box>
classified-ad <box>195 338 369 428</box>
police-article <box>932 42 1127 510</box>
ad-text: All type of used car for sale. 06743272833, 9337287007, 9861886327. <box>4 671 175 715</box>
bijay-title: ଜନ୍ମଦିନ ଶୁଭେଚ୍ଛା <box>665 679 745 715</box>
horoscope-sign <box>1137 312 1480 354</box>
kid-photo <box>659 48 746 119</box>
ad-code: D-95876 <box>515 1130 549 1139</box>
ad-text: 3BR premium duplex at Samantarapur, Patia, Raghunathpur near Uttara Square, Jharpara. CWorld, Call: 9338505040, 8895435513. <box>4 924 162 1013</box>
memorial-name: ସ୍ୱର୍ଗତ ଡଃ ରାଜେନ୍ଦ୍ର କୁମାର ପରିଡ଼ା <box>771 1712 915 1742</box>
sign-name: ମକର <box>1176 570 1200 582</box>
ad-code: D-95919 <box>334 1327 369 1335</box>
classified-ad <box>195 432 369 507</box>
health-care-image: HEALTH CARE <box>195 1421 369 1590</box>
horoscope-byline: ଜ୍ୟୋତିର୍ବିଦ୍ୟା ବିଶାରଦ ପଣ୍ଡିତ ପ୍ରସନ୍ନ କୁମାର ମହାପାତ୍ର <box>1158 103 1459 118</box>
sign-text: ବୃଷ: କର୍ମକ୍ଷେତ୍ରରେ ଉନ୍ନତି ହେବ। ଅଧିକାରୀଙ୍କ ପ୍ରଶଂସା ପାଇବେ। ବ୍ୟବସାୟୀଙ୍କ ପାଇଁ ଲାଭଦାୟକ ଦିନ। ଜମିବାଡ଼ି ସମ୍ବନ୍ଧୀୟ ବିବାଦରେ ସମାଧାନ। ସନ୍ତାନଙ୍କ ପାଠପଢ଼ା ନେଇ ଚିନ୍ତା ରହିବ। ଖର୍ଚ୍ଚ ଉପରେ ନିୟନ୍ତ୍ରଣ ରଖନ୍ତୁ। <box>1176 206 1480 260</box>
date-line: ସମ୍ବଲପୁର, ତା ୧ ।୪।୨୦୧୩ରିଖ, ସୋମବାର <box>1136 4 1476 29</box>
memorial-name: ସ୍ୱର୍ଗତ ଗୌରାଙ୍ଗ ଚନ୍ଦ୍ର ପଣ୍ଡା <box>574 1712 738 1727</box>
ad-text: କେବଳ ୭ ଦିନରେ ଋଣ। ୫୦% Ambika Finance (ରେଜିଷ୍ଟର୍ଡ)। 09891507970, 09891508479. <box>382 1480 543 1539</box>
ad-code: D-96032 <box>334 652 369 661</box>
ad-text: ଜନ୍ମ କୁଣ୍ଡଳୀ ଓ ବାସ୍ତୁ ବିଚାର, ବ୍ୟବସାୟ, ଗୃହକଳହ ସମସ୍ୟା ସମାଧାନ। ଭୁବନେଶ୍ୱର। 0674-2475732. <box>382 605 532 664</box>
lost-title: LOST <box>382 1624 549 1653</box>
sign-name: ତୁଳା <box>1176 454 1193 466</box>
ad-text: ପର୍ସନାଲ ଲୋନ ଓ ପ୍ରପର୍ଟି ଲୋନ। Reliable finance: 08470870828. <box>382 1352 533 1396</box>
page-label: ୪ ଧରିତ୍ରୀ <box>14 4 105 29</box>
booking-city: BOLANGIR <box>433 1882 499 1895</box>
police-body: ଭୁବନେଶ୍ୱର,୩୧।୩ (ବ୍ୟୁରୋ)– ସମୁଦ୍ରକୂଳ ଗୃହରକ୍ଷୀମାନଙ୍କ ଉପରେ ଲାଠିଚାର୍ଜ କରିଛି ପୋଲିସ। ନିଜର ବିଭିନ୍ନ ଦାବି ପୂରଣ ପାଇଁ ଗୃହରକ୍ଷୀମାନେ ରାଜଧାନୀରେ ଧାରଣା ଦେଉଥିଲେ। ନିୟମିତୀକରଣ, ଦୈନିକ ଭତ୍ତା ବୃଦ୍ଧି ଓ ଅନ୍ୟାନ୍ୟ ସୁବିଧା ଦାବି କରି ସେମାନେ ବିଧାନସଭା ଅଭିମୁଖେ ଯାତ୍ରା କରିବାକୁ ଚେଷ୍ଟା କରିଥିଲେ। ପୋଲିସ ସେମାନଙ୍କୁ ଅଟକାଇବାକୁ ଚେଷ୍ଟା କରିବାରୁ ଉତ୍ତେଜନା ଦେଖାଦେଇଥିଲା। ଫଳରେ ପୋଲିସ ଲାଠି ଚାଳନା କରି ଆନ୍ଦୋଳନକାରୀଙ୍କୁ ଘଉଡ଼ାଇ ଦେଇଥିଲା। ଏଥିରେ ଅନେକ ଗୃହରକ୍ଷୀ ଆହତ ହୋଇଛନ୍ତି ବୋଲି ଅଭିଯୋଗ ହୋଇଛି। ଗୃହରକ୍ଷୀ ସଂଘ ପକ୍ଷରୁ ଏହି ଘଟଣାକୁ ତୀବ୍ର ନିନ୍ଦା କରାଯାଇଛି। ରାଜ୍ୟ ସରକାର ସେମାନଙ୍କ ଦାବି ପ୍ରତି ଉଦାସୀନ ରହିଥିବା ଅଭିଯୋଗ କରାଯାଇଛି। ଆଗାମୀ ଦିନରେ ଆନ୍ଦୋଳନକୁ ଆହୁରି ତୀବ୍ର କରାଯିବ ବୋଲି ସଂଘ ନେତୃବୃନ୍ଦ ଚେତାବନୀ ଦେଇଛନ୍ତି। <box>936 102 1123 409</box>
